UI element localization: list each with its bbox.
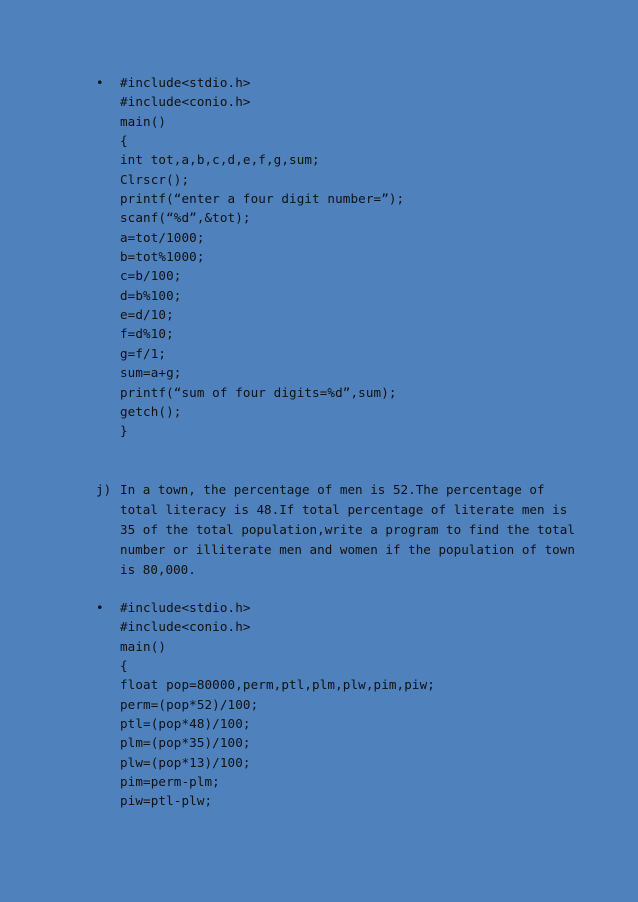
code-line: int tot,a,b,c,d,e,f,g,sum; [120, 152, 320, 168]
code-block-literacy [96, 598, 566, 811]
code-line: perm=(pop*52)/100; [120, 696, 259, 712]
code-line: getch(); [120, 403, 182, 419]
question-line: total literacy is 48.If total percentage of literate men is [120, 501, 568, 517]
code-line: plm=(pop*35)/100; [120, 735, 251, 751]
code-line [96, 73, 566, 92]
code-line: main() [120, 113, 167, 129]
bullet-icon: • [96, 75, 104, 90]
code-line: ptl=(pop*48)/100; [120, 716, 251, 732]
code-block-sum-of-digits [96, 73, 566, 441]
question-line [96, 480, 566, 500]
code-line: a=tot/1000; [120, 229, 205, 245]
question-line: is 80,000. [120, 561, 196, 577]
code-line: f=d%10; [120, 326, 174, 342]
code-line: pim=perm-plm; [120, 774, 220, 790]
code-text: #include<stdio.h> [120, 75, 251, 90]
code-line: d=b%100; [120, 287, 182, 303]
code-line: g=f/1; [120, 345, 167, 361]
code-line: sum=a+g; [120, 365, 182, 381]
code-line: printf(“enter a four digit number=”); [120, 191, 405, 207]
code-line: plw=(pop*13)/100; [120, 754, 251, 770]
question-paragraph [96, 480, 575, 579]
code-line: e=d/10; [120, 307, 174, 323]
code-text: #include<stdio.h> [120, 600, 251, 615]
question-label: j) [96, 482, 112, 497]
code-line: #include<conio.h> [120, 619, 251, 635]
code-line: #include<conio.h> [120, 94, 251, 110]
code-line: main() [120, 638, 167, 654]
bullet-icon: • [96, 600, 104, 615]
code-line: Clrscr(); [120, 171, 190, 187]
question-line: number or illiterate men and women if the population of town [120, 541, 575, 557]
code-line: float pop=80000,perm,ptl,plm,plw,pim,piw; [120, 677, 435, 693]
code-line [96, 598, 566, 617]
question-text: In a town, the percentage of men is 52.The percentage of [120, 482, 545, 497]
code-line: b=tot%1000; [120, 249, 205, 265]
code-line: { [120, 133, 128, 149]
question-line: 35 of the total population,write a program to find the total [120, 521, 575, 537]
code-line: piw=ptl-plw; [120, 793, 213, 809]
code-line: printf(“sum of four digits=%d”,sum); [120, 384, 397, 400]
code-line: { [120, 658, 128, 674]
code-line: c=b/100; [120, 268, 182, 284]
code-line: scanf(“%d”,&tot); [120, 210, 251, 226]
code-line: } [120, 423, 128, 439]
